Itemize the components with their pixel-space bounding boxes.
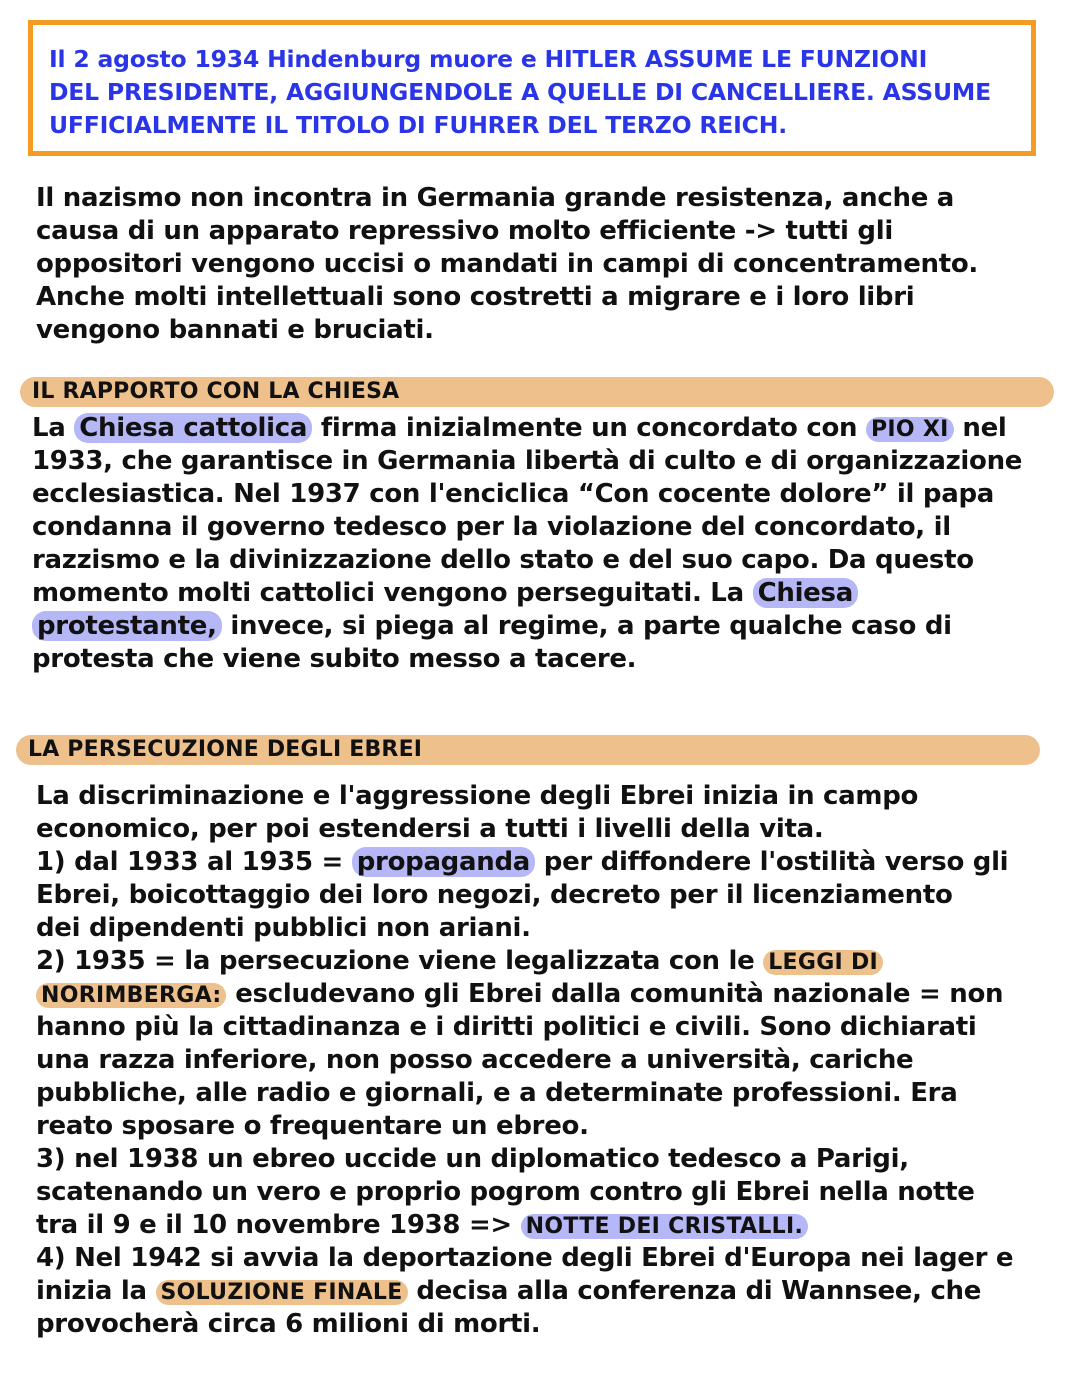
text-line: dei dipendenti pubblici non ariani. [36,913,531,943]
highlight-notte-dei-cristalli: NOTTE DEI CRISTALLI. [521,1214,808,1239]
text-line: scatenando un vero e proprio pogrom contro gli Ebrei nella notte [36,1177,975,1207]
text-line: protestante, invece, si piega al regime, a parte qualche caso di [32,610,1022,643]
ebrei-paragraph [36,780,1013,1341]
text-line: NORIMBERGA: escludevano gli Ebrei dalla comunità nazionale = non [36,978,1013,1011]
text-line: Il nazismo non incontra in Germania grande resistenza, anche a [36,183,955,213]
section-heading-chiesa: IL RAPPORTO CON LA CHIESA [20,377,1054,407]
highlight-soluzione-finale: SOLUZIONE FINALE [156,1280,408,1305]
text-line: una razza inferiore, non posso accedere a università, cariche [36,1045,914,1075]
text-line: vengono bannati e bruciati. [36,315,434,345]
text-line: oppositori vengono uccisi o mandati in campi di concentramento. [36,249,979,279]
text-line: momento molti cattolici vengono perseguitati. La Chiesa [32,577,1022,610]
text-line: Ebrei, boicottaggio dei loro negozi, decreto per il licenziamento [36,880,953,910]
text-line: protesta che viene subito messo a tacere. [32,644,637,674]
text-line: ecclesiastica. Nel 1937 con l'enciclica “Con cocente dolore” il papa [32,479,995,509]
text-line: inizia la SOLUZIONE FINALE decisa alla conferenza di Wannsee, che [36,1276,982,1306]
intro-line: DEL PRESIDENTE, AGGIUNGENDOLE A QUELLE DI CANCELLIERE. ASSUME [49,78,991,106]
highlight-pio-xi: PIO XI [866,417,954,442]
nazismo-paragraph [36,182,978,347]
highlight-chiesa: Chiesa [753,578,858,608]
text-line: economico, per poi estendersi a tutti i livelli della vita. [36,814,824,844]
text-line: razzismo e la divinizzazione dello stato e del suo capo. Da questo [32,545,974,575]
chiesa-paragraph [32,412,1022,676]
text-line: causa di un apparato repressivo molto efficiente -> tutti gli [36,216,893,246]
intro-box [28,20,1036,156]
text-line: provocherà circa 6 milioni di morti. [36,1309,541,1339]
text-line: pubbliche, alle radio e giornali, e a determinate professioni. Era [36,1078,958,1108]
text-line: 4) Nel 1942 si avvia la deportazione degli Ebrei d'Europa nei lager e [36,1243,1014,1273]
text-line: hanno più la cittadinanza e i diritti politici e civili. Sono dichiarati [36,1012,977,1042]
highlight-leggi-di: LEGGI DI [763,950,883,975]
highlight-protestante: protestante, [32,611,222,641]
highlight-propaganda: propaganda [352,847,535,877]
text-line: La Chiesa cattolica firma inizialmente un concordato con PIO XI nel [32,413,1007,443]
text-line: 2) 1935 = la persecuzione viene legalizzata con le LEGGI DI [36,945,1013,978]
text-line: 1933, che garantisce in Germania libertà di culto e di organizzazione [32,446,1023,476]
highlight-norimberga: NORIMBERGA: [36,983,226,1008]
text-line: reato sposare o frequentare un ebreo. [36,1111,589,1141]
text-line: La discriminazione e l'aggressione degli Ebrei inizia in campo [36,781,919,811]
section-heading-ebrei: LA PERSECUZIONE DEGLI EBREI [16,735,1040,765]
text-line: 1) dal 1933 al 1935 = propaganda per diffondere l'ostilità verso gli [36,847,1009,877]
highlight-chiesa-cattolica: Chiesa cattolica [74,413,312,443]
intro-line: UFFICIALMENTE IL TITOLO DI FUHRER DEL TERZO REICH. [49,111,787,139]
intro-line: Il 2 agosto 1934 Hindenburg muore e HITLER ASSUME LE FUNZIONI [49,45,928,73]
text-line: condanna il governo tedesco per la violazione del concordato, il [32,512,951,542]
text-line: 3) nel 1938 un ebreo uccide un diplomatico tedesco a Parigi, [36,1144,909,1174]
text-line: tra il 9 e il 10 novembre 1938 => NOTTE DEI CRISTALLI. [36,1209,1013,1242]
text-line: Anche molti intellettuali sono costretti a migrare e i loro libri [36,282,915,312]
